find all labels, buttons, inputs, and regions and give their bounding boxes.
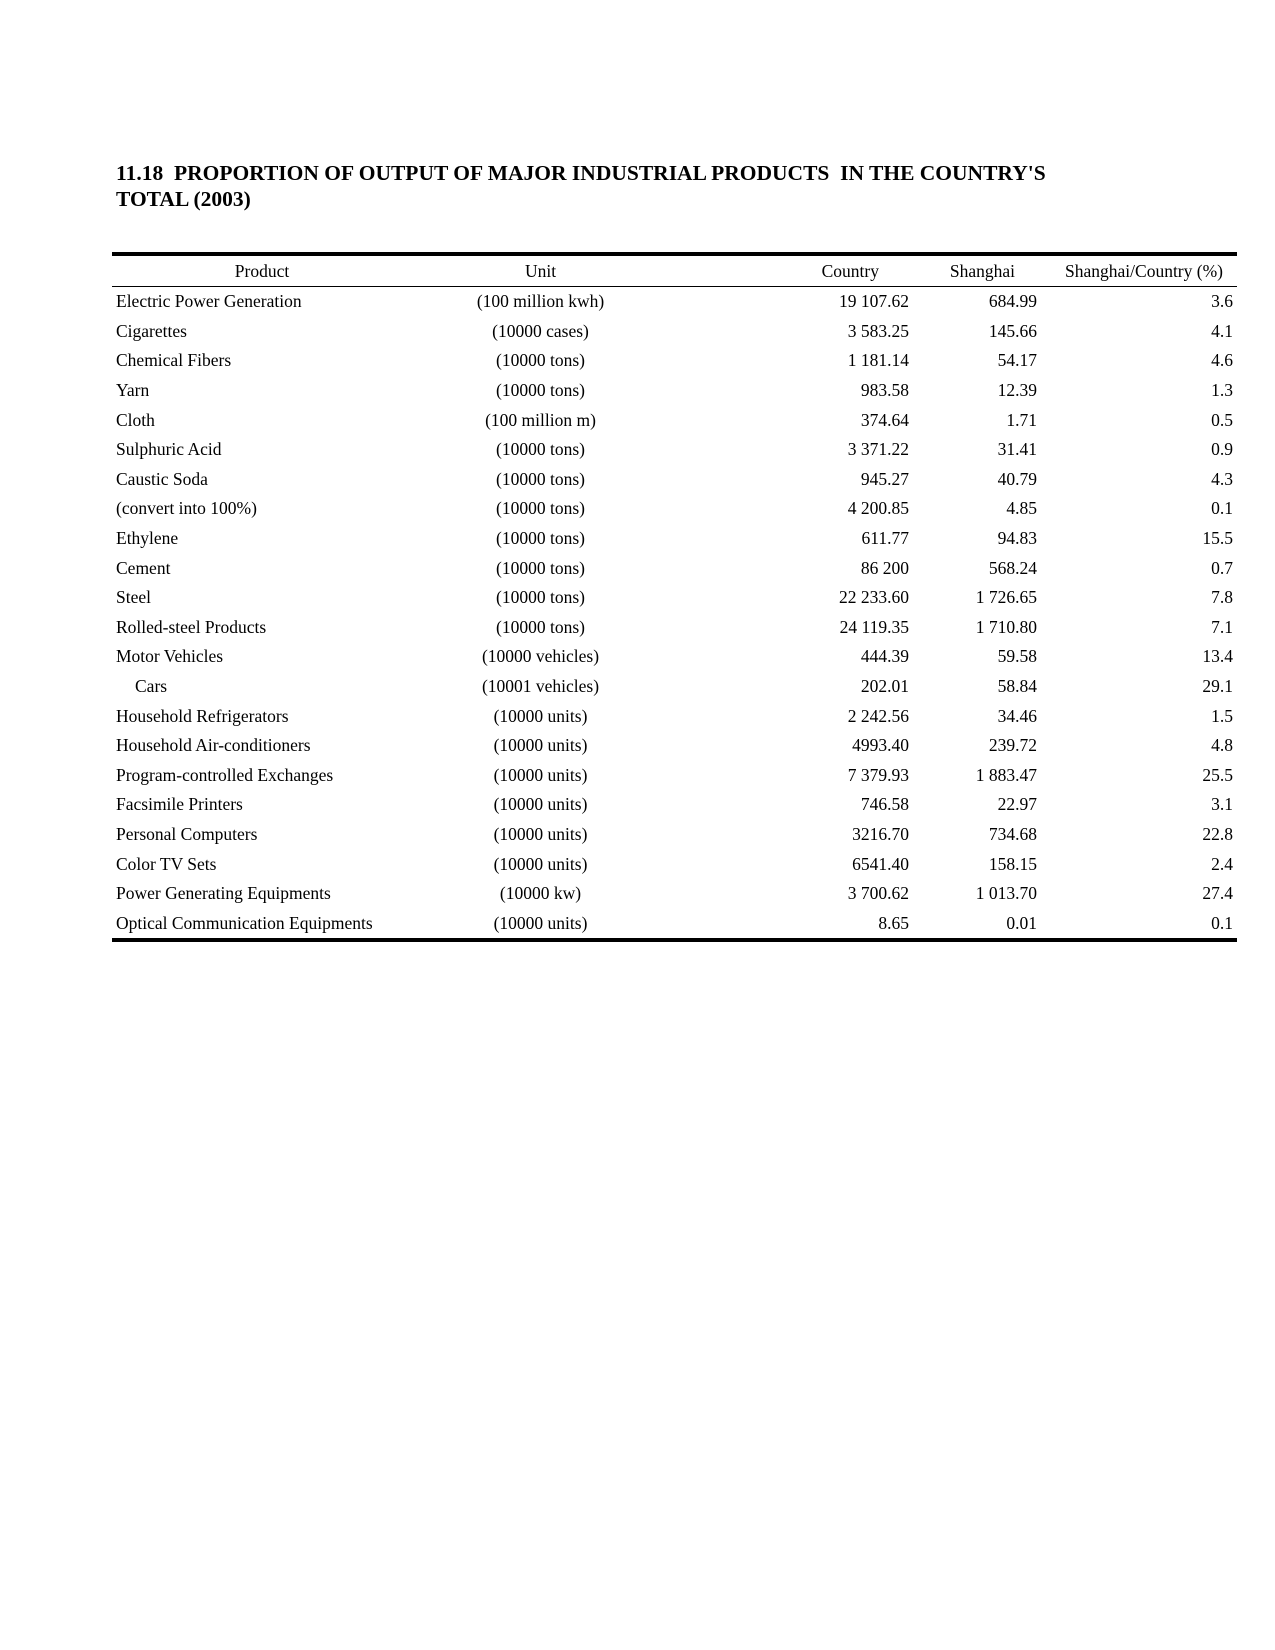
- unit-cell: (10000 tons): [496, 528, 585, 549]
- ratio-value-cell: 4.1: [1211, 320, 1233, 341]
- unit-cell: (10000 tons): [496, 380, 585, 401]
- table-row: [112, 820, 1237, 850]
- unit-cell: (10000 tons): [496, 350, 585, 371]
- shanghai-value-cell: 4.85: [1006, 498, 1037, 519]
- shanghai-value-cell: 145.66: [988, 320, 1037, 341]
- shanghai-value-cell: 54.17: [997, 350, 1037, 371]
- shanghai-value-cell: 158.15: [988, 853, 1037, 874]
- country-value-cell: 4 200.85: [847, 498, 909, 519]
- table-row: [112, 435, 1237, 465]
- ratio-value-cell: 2.4: [1211, 853, 1233, 874]
- shanghai-value-cell: 22.97: [997, 794, 1037, 815]
- unit-cell: (10000 units): [493, 705, 588, 726]
- table-row: [112, 405, 1237, 435]
- product-cell: Cloth: [116, 409, 155, 430]
- ratio-value-cell: 13.4: [1202, 646, 1233, 667]
- shanghai-value-cell: 1 710.80: [975, 616, 1037, 637]
- shanghai-value-cell: 31.41: [997, 439, 1037, 460]
- shanghai-value-cell: 1.71: [1006, 409, 1037, 430]
- shanghai-value-cell: 40.79: [997, 468, 1037, 489]
- product-cell: Ethylene: [116, 528, 179, 549]
- ratio-value-cell: 0.9: [1211, 439, 1233, 460]
- shanghai-value-cell: 1 013.70: [975, 883, 1037, 904]
- country-value-cell: 945.27: [860, 468, 909, 489]
- table-row: [112, 583, 1237, 613]
- ratio-value-cell: 1.5: [1211, 705, 1233, 726]
- table-row: [112, 494, 1237, 524]
- table-row: [112, 524, 1237, 554]
- country-value-cell: 19 107.62: [839, 291, 909, 312]
- shanghai-value-cell: 1 726.65: [975, 587, 1037, 608]
- product-cell: Yarn: [116, 380, 150, 401]
- shanghai-value-cell: 59.58: [997, 646, 1037, 667]
- ratio-value-cell: 3.1: [1211, 794, 1233, 815]
- ratio-value-cell: 7.8: [1211, 587, 1233, 608]
- table-row: [112, 346, 1237, 376]
- product-cell: Cigarettes: [116, 320, 187, 341]
- product-cell: Caustic Soda: [116, 468, 208, 489]
- shanghai-value-cell: 1 883.47: [975, 764, 1037, 785]
- product-cell: Facsimile Printers: [116, 794, 243, 815]
- product-cell: Cars: [135, 676, 168, 697]
- shanghai-value-cell: 568.24: [988, 557, 1037, 578]
- product-cell: Program-controlled Exchanges: [116, 764, 334, 785]
- table-row: [112, 849, 1237, 879]
- unit-cell: (10000 cases): [492, 320, 589, 341]
- country-value-cell: 2 242.56: [847, 705, 909, 726]
- country-value-cell: 444.39: [860, 646, 909, 667]
- table-row: [112, 287, 1237, 317]
- product-cell: Steel: [116, 587, 151, 608]
- shanghai-value-cell: 12.39: [997, 380, 1037, 401]
- product-cell: Household Refrigerators: [116, 705, 289, 726]
- shanghai-value-cell: 34.46: [997, 705, 1037, 726]
- product-cell: Sulphuric Acid: [116, 439, 222, 460]
- ratio-value-cell: 22.8: [1202, 823, 1233, 844]
- ratio-value-cell: 0.1: [1211, 498, 1233, 519]
- country-value-cell: 8.65: [878, 912, 909, 933]
- country-value-cell: 3 583.25: [847, 320, 909, 341]
- country-value-cell: 4993.40: [852, 735, 909, 756]
- shanghai-value-cell: 684.99: [988, 291, 1037, 312]
- ratio-value-cell: 15.5: [1202, 528, 1233, 549]
- shanghai-value-cell: 0.01: [1006, 912, 1037, 933]
- country-value-cell: 7 379.93: [847, 764, 909, 785]
- table-row: [112, 317, 1237, 347]
- product-cell: Optical Communication Equipments: [116, 912, 373, 933]
- shanghai-value-cell: 239.72: [988, 735, 1037, 756]
- table-row: [112, 908, 1237, 940]
- product-cell: Motor Vehicles: [116, 646, 224, 667]
- table-row: [112, 761, 1237, 791]
- table-row: [112, 553, 1237, 583]
- table-row: [112, 613, 1237, 643]
- page-title: 11.18 PROPORTION OF OUTPUT OF MAJOR INDUSTRIAL PRODUCTS IN THE COUNTRY'S TOTAL (2003): [116, 161, 1046, 211]
- unit-cell: (10000 tons): [496, 498, 585, 519]
- unit-cell: (10000 kw): [499, 883, 582, 904]
- table-row: [112, 642, 1237, 672]
- product-cell: Color TV Sets: [116, 853, 217, 874]
- country-value-cell: 3 700.62: [847, 883, 909, 904]
- unit-cell: (10000 units): [493, 823, 588, 844]
- product-cell: Cement: [116, 557, 171, 578]
- country-value-cell: 202.01: [860, 676, 909, 697]
- product-cell: (convert into 100%): [116, 498, 257, 519]
- country-value-cell: 1 181.14: [847, 350, 909, 371]
- unit-cell: (10000 tons): [496, 616, 585, 637]
- product-cell: Electric Power Generation: [116, 291, 302, 312]
- ratio-value-cell: 25.5: [1202, 764, 1233, 785]
- shanghai-value-cell: 94.83: [997, 528, 1037, 549]
- unit-cell: (10001 vehicles): [481, 676, 600, 697]
- country-value-cell: 3 371.22: [847, 439, 909, 460]
- table-row: [112, 731, 1237, 761]
- unit-cell: (10000 tons): [496, 468, 585, 489]
- product-cell: Chemical Fibers: [116, 350, 232, 371]
- ratio-value-cell: 7.1: [1211, 616, 1233, 637]
- ratio-value-cell: 4.6: [1211, 350, 1233, 371]
- country-value-cell: 86 200: [860, 557, 909, 578]
- ratio-value-cell: 0.5: [1211, 409, 1233, 430]
- unit-cell: (10000 tons): [496, 557, 585, 578]
- table-row: [112, 465, 1237, 495]
- header-unit: Unit: [524, 260, 557, 281]
- header-product: Product: [234, 260, 290, 281]
- product-cell: Personal Computers: [116, 823, 258, 844]
- ratio-value-cell: 0.7: [1211, 557, 1233, 578]
- unit-cell: (10000 units): [493, 912, 588, 933]
- unit-cell: (10000 units): [493, 764, 588, 785]
- unit-cell: (100 million kwh): [476, 291, 605, 312]
- table-row: [112, 672, 1237, 702]
- country-value-cell: 3216.70: [852, 823, 909, 844]
- ratio-value-cell: 1.3: [1211, 380, 1233, 401]
- product-cell: Rolled-steel Products: [116, 616, 267, 637]
- unit-cell: (10000 tons): [496, 587, 585, 608]
- header-ratio: Shanghai/Country (%): [1065, 260, 1223, 281]
- country-value-cell: 983.58: [860, 380, 909, 401]
- unit-cell: (10000 tons): [496, 439, 585, 460]
- ratio-value-cell: 27.4: [1202, 883, 1233, 904]
- header-shanghai: Shanghai: [949, 260, 1015, 281]
- country-value-cell: 611.77: [861, 528, 909, 549]
- unit-cell: (10000 units): [493, 794, 588, 815]
- country-value-cell: 374.64: [860, 409, 909, 430]
- ratio-value-cell: 4.8: [1211, 735, 1233, 756]
- ratio-value-cell: 29.1: [1202, 676, 1233, 697]
- table-row: [112, 790, 1237, 820]
- country-value-cell: 24 119.35: [839, 616, 909, 637]
- unit-cell: (10000 vehicles): [481, 646, 600, 667]
- table-header-row: [112, 254, 1237, 287]
- table-row: [112, 701, 1237, 731]
- country-value-cell: 22 233.60: [839, 587, 909, 608]
- unit-cell: (10000 units): [493, 853, 588, 874]
- country-value-cell: 746.58: [860, 794, 909, 815]
- product-cell: Household Air-conditioners: [116, 735, 311, 756]
- ratio-value-cell: 3.6: [1211, 291, 1233, 312]
- ratio-value-cell: 0.1: [1211, 912, 1233, 933]
- shanghai-value-cell: 734.68: [988, 823, 1037, 844]
- header-country: Country: [821, 260, 879, 281]
- unit-cell: (10000 units): [493, 735, 588, 756]
- table-row: [112, 879, 1237, 909]
- product-cell: Power Generating Equipments: [116, 883, 331, 904]
- country-value-cell: 6541.40: [852, 853, 909, 874]
- shanghai-value-cell: 58.84: [997, 676, 1037, 697]
- table-row: [112, 376, 1237, 406]
- ratio-value-cell: 4.3: [1211, 468, 1233, 489]
- industrial-products-table: [112, 252, 1237, 942]
- unit-cell: (100 million m): [485, 409, 596, 430]
